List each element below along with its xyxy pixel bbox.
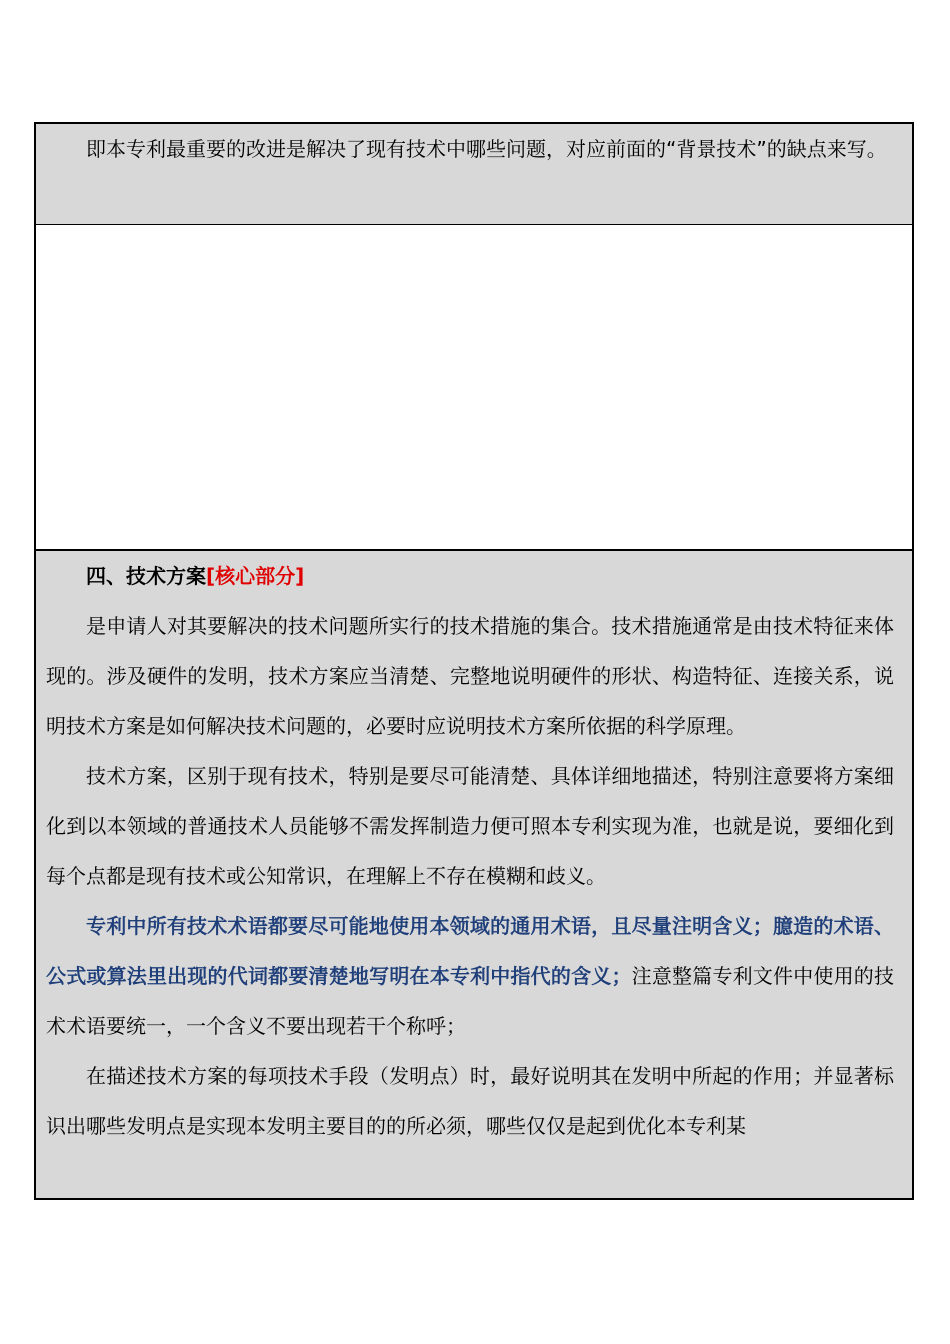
core-part-tag: [核心部分] — [206, 564, 305, 588]
section4-paragraph-3 — [46, 901, 894, 1051]
section3-instructions — [36, 124, 912, 225]
section4-heading — [46, 551, 894, 601]
section4-paragraph-1: 是申请人对其要解决的技术问题所实行的技术措施的集合。技术措施通常是由技术特征来体现的。涉及硬件的发明，技术方案应当清楚、完整地说明硬件的形状、构造特征、连接关系，说明技术方案是如何解决技术问题的，必要时应说明技术方案所依据的科学原理。 — [46, 614, 894, 738]
form-table — [34, 122, 914, 1200]
section4-title: 四、技术方案 — [86, 564, 206, 588]
terminology-note: 注意整篇专利文件中使用的技术术语要统一，一个含义不要出现若干个称呼； — [46, 964, 895, 1038]
section4-instructions — [36, 551, 912, 1198]
section4-paragraph-4: 在描述技术方案的每项技术手段（发明点）时，最好说明其在发明中所起的作用；并显著标识出哪些发明点是实现本发明主要目的的所必须，哪些仅仅是起到优化本专利某 — [46, 1064, 894, 1138]
section3-answer-area[interactable] — [36, 225, 912, 551]
terminology-emphasis: 专利中所有技术术语都要尽可能地使用本领域的通用术语，且尽量注明含义；臆造的术语、公式或算法里出现的代词都要清楚地写明在本专利中指代的含义； — [46, 914, 894, 988]
section4-paragraph-2: 技术方案，区别于现有技术，特别是要尽可能清楚、具体详细地描述，特别注意要将方案细化到以本领域的普通技术人员能够不需发挥制造力便可照本专利实现为准，也就是说，要细化到每个点都是现有技术或公知常识，在理解上不存在模糊和歧义。 — [46, 764, 894, 888]
section3-description: 即本专利最重要的改进是解决了现有技术中哪些问题，对应前面的“背景技术”的缺点来写。 — [86, 137, 887, 161]
